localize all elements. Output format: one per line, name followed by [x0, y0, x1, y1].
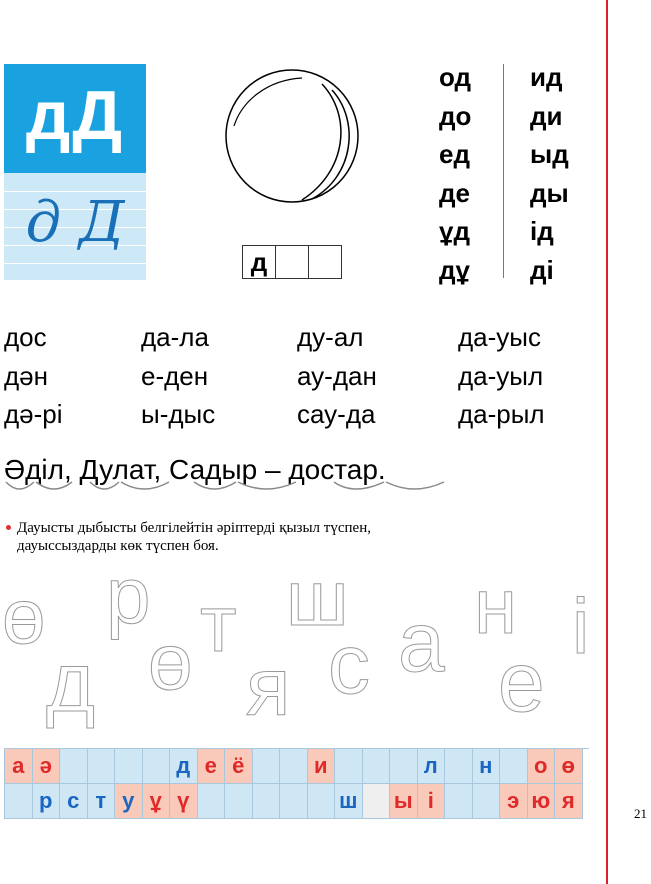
syllable: ыд [530, 139, 569, 169]
task-line-1: Дауысты дыбысты белгілейтін әріптерді қызыл түспен, [17, 520, 371, 536]
reading-sentence: Әділ, Дулат, Садыр – достар. [4, 454, 386, 485]
margin-line [606, 0, 608, 884]
dashed-letter: ө [2, 572, 46, 660]
syllable: ді [530, 254, 554, 285]
dashed-letter: д [46, 635, 96, 729]
word-column-2 [141, 318, 215, 434]
word: да-уыс [458, 322, 541, 352]
grid-cell[interactable] [280, 749, 308, 784]
grid-cell[interactable]: о [528, 749, 556, 784]
grid-cell[interactable] [500, 749, 528, 784]
grid-cell[interactable]: ю [528, 784, 556, 819]
dashed-letter: а [398, 595, 445, 689]
bullet-dot [6, 525, 11, 530]
grid-cell[interactable] [198, 784, 226, 819]
grid-cell[interactable]: ә [33, 749, 61, 784]
word: да-рыл [458, 399, 545, 429]
alphabet-grid [4, 748, 589, 819]
syllable-column-a [439, 58, 471, 289]
word: дә-рі [4, 399, 63, 429]
word: ду-ал [297, 322, 364, 352]
grid-cell[interactable]: с [60, 784, 88, 819]
scheme-cell-2 [276, 246, 309, 278]
grid-cell[interactable]: э [500, 784, 528, 819]
syllable: ид [530, 62, 563, 92]
syllable-arcs [4, 478, 454, 498]
grid-cell[interactable]: е [198, 749, 226, 784]
letter-card [4, 64, 146, 280]
grid-cell[interactable] [115, 749, 143, 784]
grid-cell[interactable] [308, 784, 336, 819]
syllable: ди [530, 100, 563, 131]
word: да-уыл [458, 360, 544, 391]
card-script-panel [4, 173, 146, 280]
dashed-letter: ш [286, 554, 349, 642]
grid-cell[interactable] [445, 749, 473, 784]
grid-row-2 [5, 784, 589, 819]
syllable: ід [530, 216, 554, 246]
grid-cell[interactable]: ұ [143, 784, 171, 819]
grid-row-1 [5, 749, 589, 784]
word: дән [4, 360, 48, 391]
grid-cell[interactable] [253, 749, 281, 784]
grid-cell[interactable]: і [418, 784, 446, 819]
grid-cell[interactable]: д [170, 749, 198, 784]
task-instruction [6, 519, 371, 555]
grid-cell[interactable]: и [308, 749, 336, 784]
word: е-ден [141, 360, 209, 391]
grid-cell[interactable]: р [33, 784, 61, 819]
grid-cell[interactable]: ы [390, 784, 418, 819]
dashed-letter: ө [148, 617, 193, 706]
grid-cell[interactable]: у [115, 784, 143, 819]
grid-cell[interactable] [390, 749, 418, 784]
syllable: ды [530, 177, 569, 208]
grid-cell[interactable]: т [88, 784, 116, 819]
grid-cell[interactable]: а [5, 749, 33, 784]
word: сау-да [297, 399, 376, 429]
card-print-panel [4, 64, 146, 173]
scheme-cell-1: д [243, 246, 276, 278]
word: ы-дыс [141, 399, 216, 429]
grid-cell[interactable] [335, 749, 363, 784]
dashed-letter: т [200, 579, 237, 668]
dashed-letter: н [474, 562, 518, 650]
big-letters: дД [25, 76, 125, 154]
syllable: од [439, 62, 472, 92]
word-column-4 [458, 318, 545, 434]
grid-cell[interactable]: н [473, 749, 501, 784]
grid-cell[interactable] [445, 784, 473, 819]
page-number: 21 [634, 806, 647, 821]
grid-cell[interactable] [225, 784, 253, 819]
word-column-3 [297, 318, 377, 434]
syllable: до [439, 100, 472, 131]
syllable: де [439, 177, 470, 208]
grid-cell[interactable] [253, 784, 281, 819]
grid-cell[interactable]: ү [170, 784, 198, 819]
grid-cell[interactable]: ш [335, 784, 363, 819]
grid-cell[interactable] [363, 784, 391, 819]
grid-cell[interactable] [280, 784, 308, 819]
dashed-letter: р [106, 551, 151, 640]
syllable-column-b [530, 58, 569, 289]
word: ау-дан [297, 360, 377, 391]
sound-scheme [242, 245, 342, 279]
dashed-letter: е [498, 635, 545, 729]
word-column-1 [4, 318, 63, 434]
word: да-ла [141, 322, 209, 352]
grid-cell[interactable] [363, 749, 391, 784]
grid-cell[interactable] [60, 749, 88, 784]
grid-cell[interactable] [143, 749, 171, 784]
disc-picture [222, 66, 362, 211]
dashed-letter: і [572, 582, 590, 670]
grid-cell[interactable] [5, 784, 33, 819]
dashed-letter: с [328, 617, 370, 711]
scheme-cell-3 [309, 246, 341, 278]
syllable-divider [503, 64, 504, 278]
grid-cell[interactable] [88, 749, 116, 784]
dashed-letter: я [246, 642, 291, 733]
word: дос [4, 322, 47, 352]
syllable: ед [439, 139, 470, 169]
grid-cell[interactable]: л [418, 749, 446, 784]
grid-cell[interactable]: ө [555, 749, 583, 784]
grid-cell[interactable] [473, 784, 501, 819]
syllable: дұ [439, 254, 470, 285]
grid-cell[interactable]: ё [225, 749, 253, 784]
script-letters: д Д [25, 190, 125, 255]
task-line-2: дауыссыздарды көк түспен боя. [17, 538, 219, 554]
grid-cell[interactable]: я [555, 784, 583, 819]
syllable: ұд [439, 216, 470, 246]
